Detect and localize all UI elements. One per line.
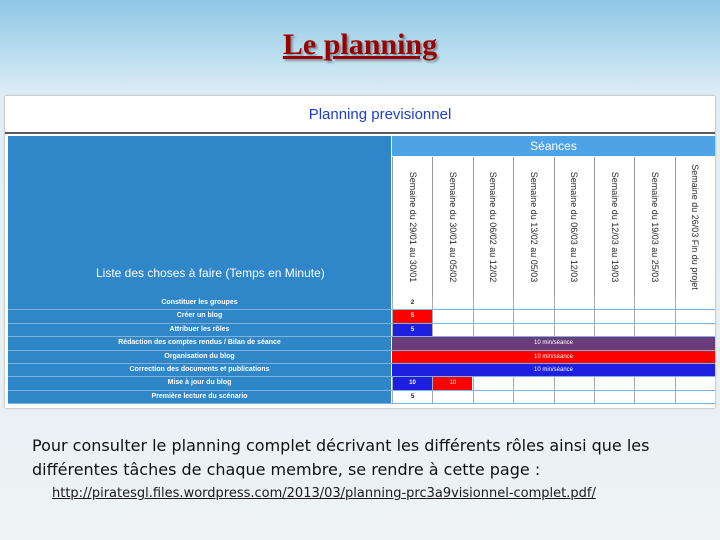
- week-cell: [513, 324, 553, 336]
- week-cell: [473, 377, 513, 389]
- task-list-header-label: Liste des choses à faire (Temps en Minute): [96, 266, 325, 280]
- week-header-label: Semaine du 29/01 au 30/01: [407, 171, 418, 283]
- week-cell: [513, 310, 553, 322]
- task-label: Correction des documents et publications: [8, 364, 391, 376]
- task-row: [8, 324, 715, 337]
- week-header-label: Semaine du 30/01 au 05/02: [447, 171, 458, 283]
- task-span-bar: 10 min/séance: [392, 351, 715, 363]
- task-row: [8, 310, 715, 323]
- slide-title: Le planning: [282, 28, 438, 61]
- week-header-label: Semaine du 06/02 au 12/02: [488, 171, 499, 283]
- week-header-4: [513, 157, 553, 297]
- week-cell: [473, 297, 513, 309]
- planning-spreadsheet-image: [5, 96, 715, 408]
- task-row: [8, 377, 715, 390]
- task-row: [8, 297, 715, 310]
- week-cell: [513, 297, 553, 309]
- week-header-label: Semaine du 19/03 au 25/03: [649, 171, 660, 283]
- description-text: Pour consulter le planning complet décrivant les différents rôles ainsi que les différentes tâches de chaque membre, se rendre à cette page :: [32, 436, 650, 479]
- week-cell: [432, 391, 472, 403]
- week-cell: [675, 310, 715, 322]
- task-label: Mise à jour du blog: [8, 377, 391, 389]
- week-cell: [473, 324, 513, 336]
- task-row: [8, 351, 715, 364]
- task-rows: [8, 297, 715, 404]
- week-header-label: Semaine du 12/03 au 19/03: [609, 171, 620, 283]
- week-cell: [432, 324, 472, 336]
- week-header-7: [634, 157, 674, 297]
- week-cell: [634, 310, 674, 322]
- task-label: Constituer les groupes: [8, 297, 391, 309]
- task-time-cell: 10: [432, 377, 472, 389]
- week-cell: [473, 310, 513, 322]
- task-time-cell: 5: [392, 324, 432, 336]
- task-row: [8, 364, 715, 377]
- week-cell: [594, 297, 634, 309]
- task-time-cell: 5: [392, 391, 432, 403]
- week-cell: [634, 377, 674, 389]
- week-cell: [675, 391, 715, 403]
- week-header-6: [594, 157, 634, 297]
- week-header-5: [554, 157, 594, 297]
- task-time-cell: 5: [392, 310, 432, 322]
- week-cell: [432, 310, 472, 322]
- week-cell: [473, 391, 513, 403]
- planning-pdf-link[interactable]: http://piratesgl.files.wordpress.com/2013/03/planning-prc3a9visionnel-complet.pdf/: [52, 486, 596, 501]
- week-cell: [594, 324, 634, 336]
- week-header-label: Semaine du 26/03 Fin du projet: [690, 164, 701, 290]
- task-label: Première lecture du scénario: [8, 391, 391, 403]
- week-cell: [554, 391, 594, 403]
- week-cell: [594, 391, 634, 403]
- week-cell: [554, 324, 594, 336]
- week-cell: [634, 391, 674, 403]
- task-time-cell: 2: [392, 297, 432, 309]
- week-header-8: [675, 157, 715, 297]
- week-header-label: Semaine du 13/02 au 05/03: [528, 171, 539, 283]
- week-cell: [634, 297, 674, 309]
- task-row: [8, 391, 715, 404]
- week-header-3: [473, 157, 513, 297]
- week-cell: [554, 297, 594, 309]
- week-cell: [594, 377, 634, 389]
- task-span-bar: 10 min/séance: [392, 364, 715, 376]
- week-header-1: [392, 157, 432, 297]
- task-label: Organisation du blog: [8, 351, 391, 363]
- week-cell: [554, 310, 594, 322]
- task-row: [8, 337, 715, 350]
- task-label: Créer un blog: [8, 310, 391, 322]
- week-cell: [554, 377, 594, 389]
- week-header-2: [432, 157, 472, 297]
- week-cell: [513, 391, 553, 403]
- task-time-cell: 10: [392, 377, 432, 389]
- task-span-bar: 10 min/séance: [392, 337, 715, 349]
- week-cell: [513, 377, 553, 389]
- planning-title: Planning previsionnel: [5, 96, 715, 134]
- week-cell: [675, 377, 715, 389]
- week-cell: [675, 324, 715, 336]
- task-label: Rédaction des comptes rendus / Bilan de séance: [8, 337, 391, 349]
- week-cell: [675, 297, 715, 309]
- week-cell: [432, 297, 472, 309]
- task-label: Attribuer les rôles: [8, 324, 391, 336]
- week-header-label: Semaine du 06/03 au 12/03: [569, 171, 580, 283]
- week-cell: [634, 324, 674, 336]
- seances-header: Séances: [392, 136, 715, 156]
- week-cell: [594, 310, 634, 322]
